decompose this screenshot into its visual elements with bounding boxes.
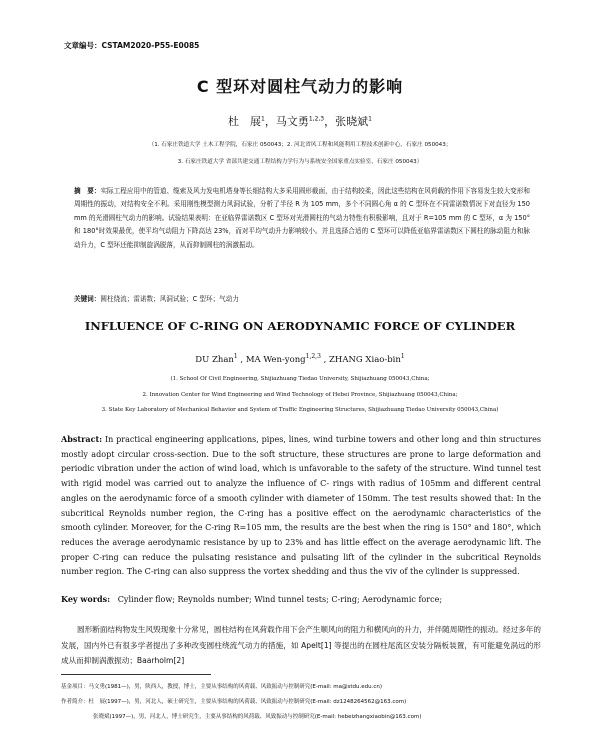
author-sup: 1	[368, 115, 372, 123]
document-number: 文章编号：CSTAM2020-P55-E0085	[64, 41, 200, 50]
affiliation-english-line: (1. School Of Civil Engineering, Shijiazhuang Tiedao University, Shijiazhuang 050043,China;	[170, 376, 430, 382]
keywords-chinese-text: 圆柱绕流；雷诺数；风洞试验；C 型环；气动力	[100, 295, 239, 303]
keywords-english	[61, 594, 442, 604]
footnote-author-bio: 作者简介：杜 展(1997—)，男，河北人，硕士研究生，主要从事结构的风荷载、风致振动与控制研究(E-mail: dz1248264562@163.com)	[61, 699, 407, 705]
author-name: 杜 展	[228, 115, 262, 128]
abstract-chinese	[74, 185, 530, 252]
keywords-english-label: Key words:	[61, 594, 111, 604]
affiliation-english-line: 3. State Key Laboratory of Mechanical Behavior and System of Traffic Engineering Structures, Shijiazhuang Tiedao University 050043,China)	[101, 407, 499, 413]
body-paragraph-intro: 圆形断面结构物发生风毁现象十分常见，圆柱结构在风荷载作用下会产生顺风向的阻力和横风向的升力，并伴随周期性的振动。经过多年的发展，国内外已有很多学者提出了多种改变圆柱绕流气动力的措施，如 Apelt[1] 等提出的在圆柱尾流区安装分隔板装置，有可能避免涡远的形成从而抑制涡激振动；Baarholm[2]	[61, 625, 541, 665]
affiliation-english-line: 2. Innovation Center for Wind Engineering and Wind Technology of Hebei Province, Shijiazhuang 050043,China;	[142, 392, 458, 398]
authors-english: DU Zhan$^1$ , MA Wen-yong$^{1,2,3}$ , ZHANG Xiao-bin$^1$	[195, 353, 405, 365]
author-sup: 1	[233, 353, 238, 360]
abstract-chinese-label: 摘 要：	[74, 187, 101, 195]
author-sup: 1,2,3	[308, 115, 325, 123]
title-english: INFLUENCE OF C-RING ON AERODYNAMIC FORCE OF CYLINDER	[84, 319, 516, 333]
author-name: ZHANG Xiao-bin	[329, 354, 401, 365]
author-name: 马文勇	[275, 115, 309, 128]
abstract-english-text: In practical engineering applications, pipes, lines, wind turbine towers and other long and thin structures mostly adopt circular cross-section. Due to the soft structure, these structures are prone to large deformation and periodic vibration under the action of wind load, which is unfavorable to the safety of the structure. Wind tunnel test with rigid model was carried out to analyze the influence of C- rings with radius of 105mm and different central angles on the aerodynamic force of a smooth cylinder with diameter of 150mm. The test results showed that: In the subcritical Reynolds number region, the C-ring has a positive effect on the aerodynamic characteristics of the smooth cylinder. Moreover, for the C-ring R=105 mm, the results are the best when the ring is 150° and 180°, which reduces the average aerodynamic resistance by up to 23% and has little effect on the average aerodynamic lift. The proper C-ring can reduce the pulsating resistance and pulsating lift of the cylinder in the subcritical Reynolds number region. The C-ring can also suppress the vortex shedding and thus the viv of the cylinder is suppressed.	[61, 435, 541, 577]
footnote-author-bio: 张晓斌(1997—)，男，河北人，博士研究生，主要从事结构的风荷载、风致振动与控制研究(E-mail: hebeizhangxiaobin@163.com)	[93, 714, 422, 720]
author-sup: 1	[400, 353, 405, 360]
author-name: MA Wen-yong	[245, 354, 306, 365]
footnote-divider	[61, 674, 211, 675]
affiliation-chinese-line: （1. 石家庄铁道大学 土木工程学院，石家庄 050043；2. 河北省风工程和风能利用工程技术创新中心，石家庄 050043；	[148, 142, 452, 148]
abstract-english-label: Abstract:	[61, 434, 103, 444]
keywords-chinese	[74, 293, 239, 303]
author-sup: 1	[261, 115, 265, 123]
authors-chinese: 杜 展$^1$，马文勇$^{1,2,3}$，张晓斌$^1$	[228, 115, 372, 128]
author-sup: 1,2,3	[305, 353, 321, 360]
footnote-funding: 基金项目：马文勇(1981—)，男，陕西人，教授，博士，主要从事结构的风荷载、风致振动与控制研究(E-mail: ma@stdu.edu.cn)	[61, 684, 383, 690]
abstract-chinese-text: 实际工程应用中的管道、缆索及风力发电机塔身等长细结构大多采用圆形截面，由于结构较柔，因此这些结构在风荷载的作用下容易发生较大变形和周期性的振动，对结构安全不利。采用刚性模型测力风洞试验，分析了半径 R 为 105 mm，多个不同圆心角 α 的 C 型环在不同雷诺数情况下对直径为 150 mm 的光滑圆柱气动力的影响。试验结果表明：在亚临界雷诺数区 C 型环对光滑圆柱的气动力特性有积极影响，且对于 R=105 mm 的 C 型环，α 为 150°和 180°时效果最优，使平均气动阻力下降高达 23%，而对平均气动升力影响较小。并且选择合适的 C 型环可以降低亚临界雷诺数区下圆柱的脉动阻力和脉动升力，C 型环还能抑制旋涡脱落，从而抑制圆柱的涡激振动。	[74, 187, 530, 249]
keywords-chinese-label: 关键词：	[74, 295, 101, 303]
abstract-english	[61, 432, 541, 580]
author-name: 张晓斌	[335, 115, 369, 128]
keywords-english-text: Cylinder flow; Reynolds number; Wind tunnel tests; C-ring; Aerodynamic force;	[117, 595, 443, 604]
author-name: DU Zhan	[195, 354, 234, 365]
title-chinese: C 型环对圆柱气动力的影响	[196, 77, 404, 96]
affiliation-chinese-line: 3. 石家庄铁道大学 省部共建交通工程结构力学行为与系统安全国家重点实验室，石家庄 050043）	[177, 159, 423, 165]
